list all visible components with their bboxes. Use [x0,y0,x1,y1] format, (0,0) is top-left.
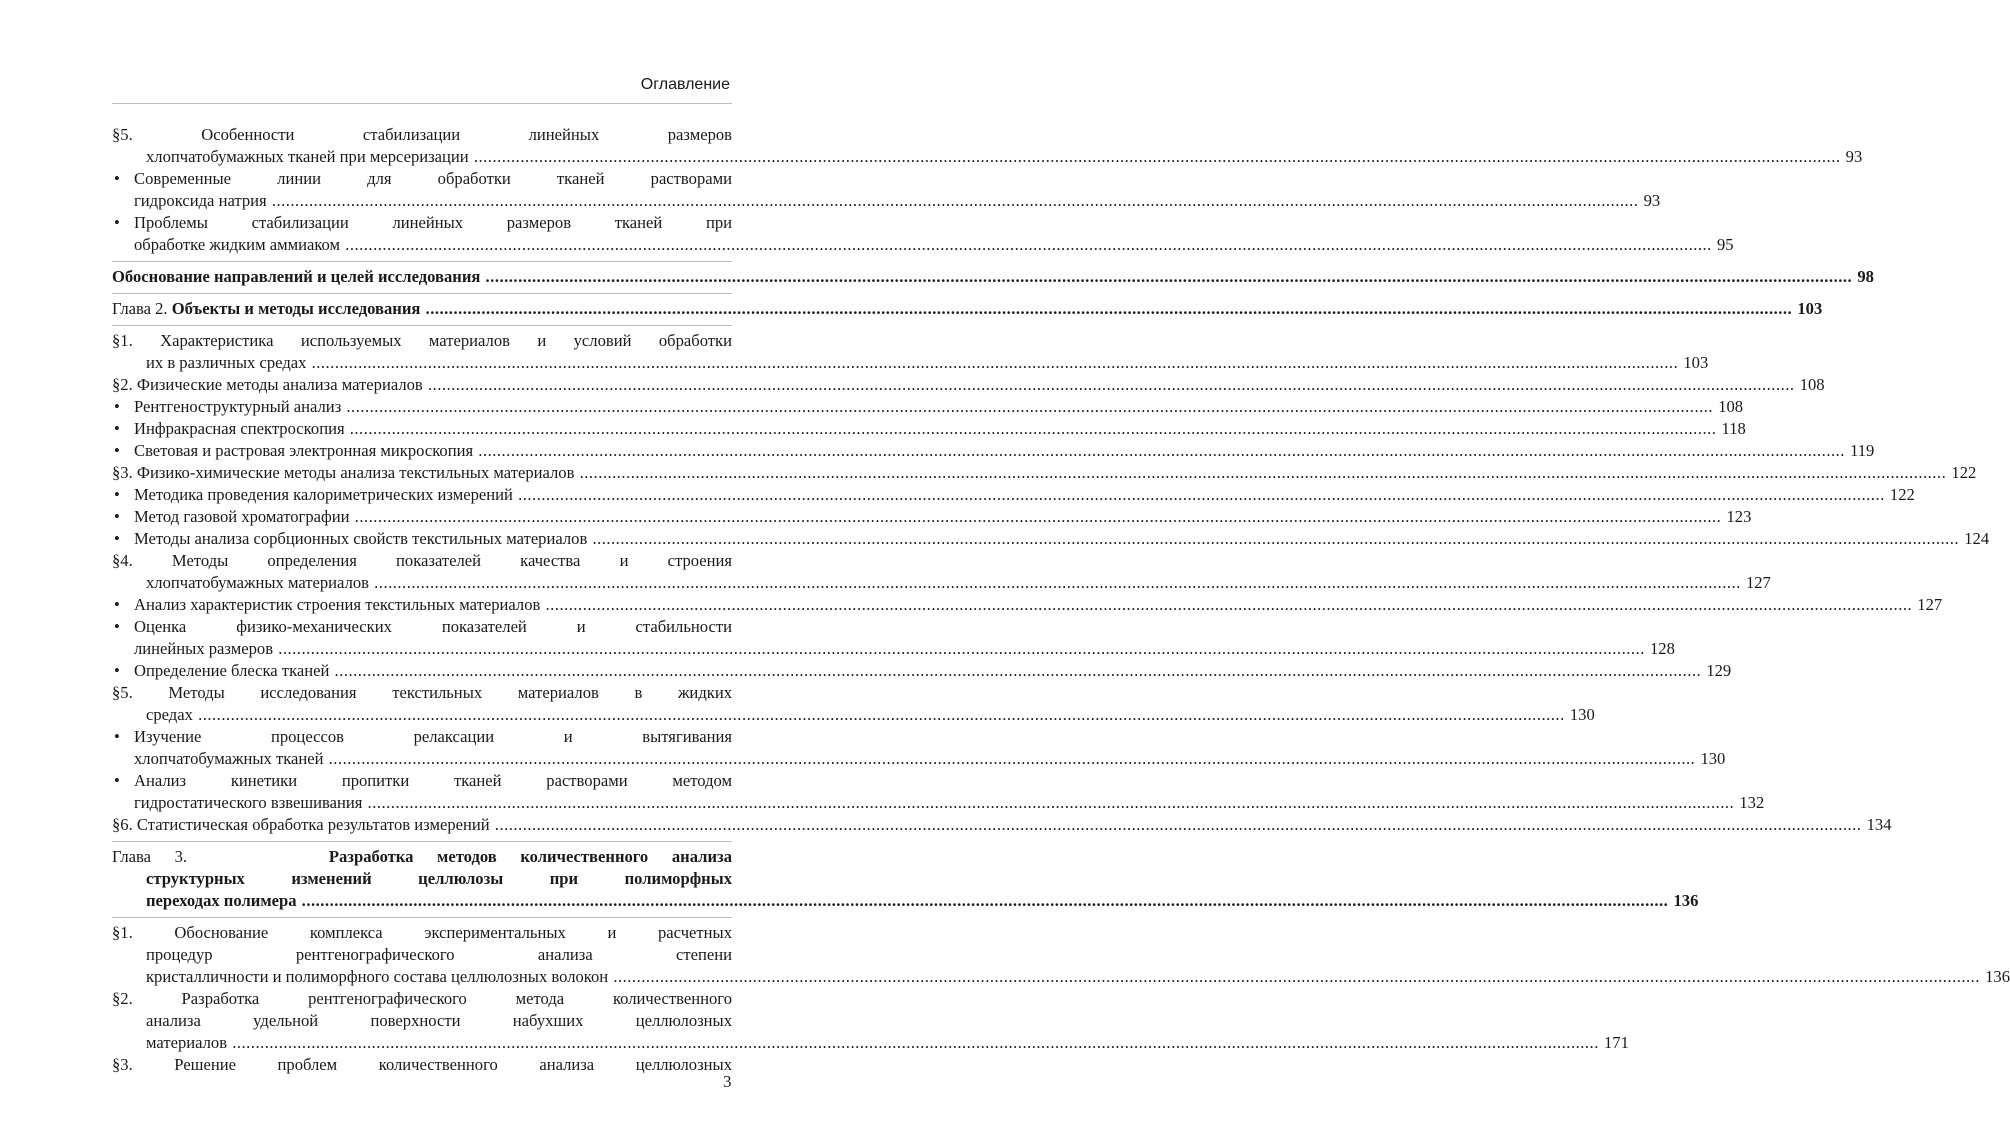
toc-entry-line: Оценка физико-механических показателей и стабильности [134,617,732,636]
toc-page-number: 93 [1845,147,1863,166]
toc-entry-line: Анализ кинетики пропитки тканей растворами методом [134,771,732,790]
toc-entry-line: §2. Разработка рентгенографического метода количественного [112,989,732,1008]
toc-page-number: 136 [1985,967,2010,986]
toc-entry-line: Изучение процессов релаксации и вытягивания [134,727,732,746]
toc-page-number: 103 [1683,353,1709,372]
toc-entry-line-last [112,704,1595,726]
leader-dots [426,299,1793,318]
toc-entry-line-last [112,792,1765,814]
leader-dots [546,595,1913,614]
toc-entry[interactable] [112,374,1825,396]
toc-page-number: 108 [1718,397,1744,416]
leader-dots [329,749,1696,768]
bullet-icon: • [114,213,120,232]
toc-entry-text: гидростатического взвешивания [134,793,363,812]
leader-dots [198,705,1565,724]
toc-entry-line: процедур рентгенографического анализа степени [146,945,732,964]
toc-entry[interactable] [112,440,1875,462]
toc-entry-line: §5. Методы исследования текстильных материалов в жидких [112,683,732,702]
toc-entry-text: переходах полимера [146,891,297,910]
leader-dots [346,397,1713,416]
toc-entry-text: кристалличности и полиморфного состава целлюлозных волокон [146,967,609,986]
toc-entry-text: хлопчатобумажных тканей [134,749,324,768]
toc-entry-line: §1. Характеристика используемых материалов и условий обработки [112,331,732,350]
toc-entry-text: хлопчатобумажных тканей при мерсеризации [146,147,469,166]
bullet-icon: • [114,661,120,680]
toc-entry[interactable] [112,396,1744,418]
header-rule [112,103,732,104]
toc-entry[interactable] [112,484,1915,506]
toc-entry-line-last [112,298,1823,320]
toc-page-number: 122 [1889,485,1915,504]
toc-page-number: 134 [1866,815,1892,834]
toc-entry[interactable] [112,917,2010,988]
chapter-title: Объекты и методы исследования [171,299,421,318]
toc-entry-line: анализа удельной поверхности набухших целлюлозных [146,1011,732,1030]
leader-dots [592,529,1959,548]
toc-entry-line [112,846,732,868]
toc-entry[interactable] [112,528,1990,550]
toc-entry-line-last [112,814,1892,836]
toc-entry-line-last [112,528,1990,550]
toc-page-number: 127 [1917,595,1943,614]
table-of-contents [112,124,2010,1076]
toc-entry-line-last [112,146,1863,168]
toc-entry[interactable] [112,325,1709,374]
leader-dots [428,375,1795,394]
toc-page-number: 171 [1604,1033,1629,1052]
toc-entry-line-last [112,638,1675,660]
toc-entry-line-last [112,594,1943,616]
leader-dots [474,147,1841,166]
bullet-icon: • [114,397,120,416]
toc-entry-text: средах [146,705,193,724]
toc-entry-line: §1. Обоснование комплекса экспериментальных и расчетных [112,923,732,942]
toc-entry-text: линейных размеров [134,639,274,658]
toc-page-number: 123 [1726,507,1752,526]
toc-entry-line-last [112,374,1825,396]
toc-entry-line: §3. Решение проблем количественного анализа целлюлозных [112,1055,732,1074]
leader-dots [312,353,1679,372]
toc-entry-text: гидроксида натрия [134,191,267,210]
leader-dots [232,1033,1599,1052]
toc-entry[interactable] [112,660,1732,682]
toc-page-number: 130 [1569,705,1595,724]
toc-entry-line: Проблемы стабилизации линейных размеров тканей при [134,213,732,232]
toc-entry-text: Анализ характеристик строения текстильных материалов [134,595,541,614]
toc-page-number: 98 [1857,267,1874,286]
leader-dots [495,815,1862,834]
leader-dots [374,573,1741,592]
leader-dots [302,891,1669,910]
toc-entry-line-last [112,572,1771,594]
toc-entry[interactable] [112,616,1675,660]
toc-page-number: 127 [1745,573,1771,592]
toc-entry-text: Инфракрасная спектроскопия [134,419,345,438]
toc-entry-line-last [112,352,1709,374]
toc-entry-line-last [112,748,1726,770]
toc-entry[interactable] [112,124,1863,168]
toc-entry-line: Современные линии для обработки тканей растворами [134,169,732,188]
leader-dots [518,485,1885,504]
toc-entry-text: Определение блеска тканей [134,661,330,680]
toc-entry-text: Обоснование направлений и целей исследования [112,267,481,286]
bullet-icon: • [114,529,120,548]
toc-page-number: 129 [1706,661,1732,680]
toc-entry[interactable] [112,594,1943,616]
bullet-icon: • [114,727,120,746]
toc-entry-text: §6. Статистическая обработка результатов измерений [112,815,490,834]
bullet-icon: • [114,169,120,188]
toc-entry-text: Методика проведения калориметрических измерений [134,485,513,504]
toc-entry-text: обработке жидким аммиаком [134,235,341,254]
toc-entry-text: Рентгеноструктурный анализ [134,397,342,416]
leader-dots [345,235,1712,254]
toc-entry-line-last [112,1032,1629,1054]
chapter-title: Разработка методов количественного анализа [328,847,732,866]
toc-entry-line-last [112,506,1752,528]
toc-chapter-entry[interactable] [112,293,1823,320]
toc-entry-line-last [112,418,1746,440]
toc-entry[interactable] [112,726,1726,770]
toc-entry[interactable] [112,814,1892,836]
toc-entry[interactable] [112,261,1874,288]
toc-entry-text: §2. Физические методы анализа материалов [112,375,423,394]
toc-page-number: 130 [1700,749,1726,768]
toc-entry[interactable] [112,212,1734,256]
leader-dots [355,507,1722,526]
leader-dots [335,661,1702,680]
bullet-icon: • [114,441,120,460]
toc-entry-line-last [112,190,1661,212]
toc-page-number: 118 [1721,419,1746,438]
toc-page-number: 119 [1850,441,1875,460]
toc-entry-text: хлопчатобумажных материалов [146,573,369,592]
toc-entry[interactable] [112,506,1752,528]
chapter-label: Глава 2. [112,299,168,318]
toc-entry-line-last [112,462,1977,484]
toc-page-number: 95 [1716,235,1734,254]
toc-entry-line: §4. Методы определения показателей качества и строения [112,551,732,570]
page-number: 3 [723,1072,732,1091]
toc-entry-line: структурных изменений целлюлозы при полиморфных [146,869,732,888]
toc-entry[interactable] [112,682,1595,726]
toc-entry[interactable] [112,418,1746,440]
toc-entry[interactable] [112,550,1771,594]
toc-entry-line-last [112,234,1734,256]
toc-entry-text: Метод газовой хроматографии [134,507,350,526]
toc-page-number: 124 [1964,529,1990,548]
toc-entry-text: их в различных средах [146,353,307,372]
toc-page-number: 93 [1643,191,1661,210]
leader-dots [486,267,1853,286]
leader-dots [272,191,1639,210]
toc-entry-line-last [112,266,1874,288]
toc-chapter-entry[interactable] [112,841,1699,912]
toc-entry-line-last [112,660,1732,682]
toc-page-number: 122 [1951,463,1977,482]
toc-entry-line-last [112,440,1875,462]
bullet-icon: • [114,507,120,526]
leader-dots [580,463,1947,482]
toc-entry[interactable] [112,988,1629,1054]
bullet-icon: • [114,485,120,504]
toc-page-number: 136 [1673,891,1699,910]
bullet-icon: • [114,595,120,614]
leader-dots [368,793,1735,812]
toc-entry[interactable] [112,462,1977,484]
leader-dots [350,419,1717,438]
toc-entry-text: материалов [146,1033,228,1052]
toc-entry-text: §3. Физико-химические методы анализа текстильных материалов [112,463,575,482]
toc-entry-line: §5. Особенности стабилизации линейных размеров [112,125,732,144]
leader-dots [478,441,1845,460]
toc-entry[interactable] [112,770,1765,814]
toc-page-number: 132 [1739,793,1765,812]
toc-entry-line-last [112,484,1915,506]
toc-entry[interactable] [112,1054,732,1076]
running-header: Оглавление [640,76,730,93]
bullet-icon: • [114,617,120,636]
toc-page-number: 128 [1650,639,1675,658]
toc-entry-line-last [112,966,2010,988]
bullet-icon: • [114,771,120,790]
leader-dots [278,639,1645,658]
toc-entry[interactable] [112,168,1661,212]
leader-dots [613,967,1980,986]
toc-entry-line-last [112,890,1699,912]
toc-entry-line-last [112,396,1744,418]
bullet-icon: • [114,419,120,438]
chapter-label: Глава 3. [112,847,188,866]
toc-page-number: 108 [1799,375,1825,394]
toc-entry-text: Методы анализа сорбционных свойств текстильных материалов [134,529,588,548]
toc-page-number: 103 [1797,299,1823,318]
toc-entry-text: Световая и растровая электронная микроскопия [134,441,474,460]
